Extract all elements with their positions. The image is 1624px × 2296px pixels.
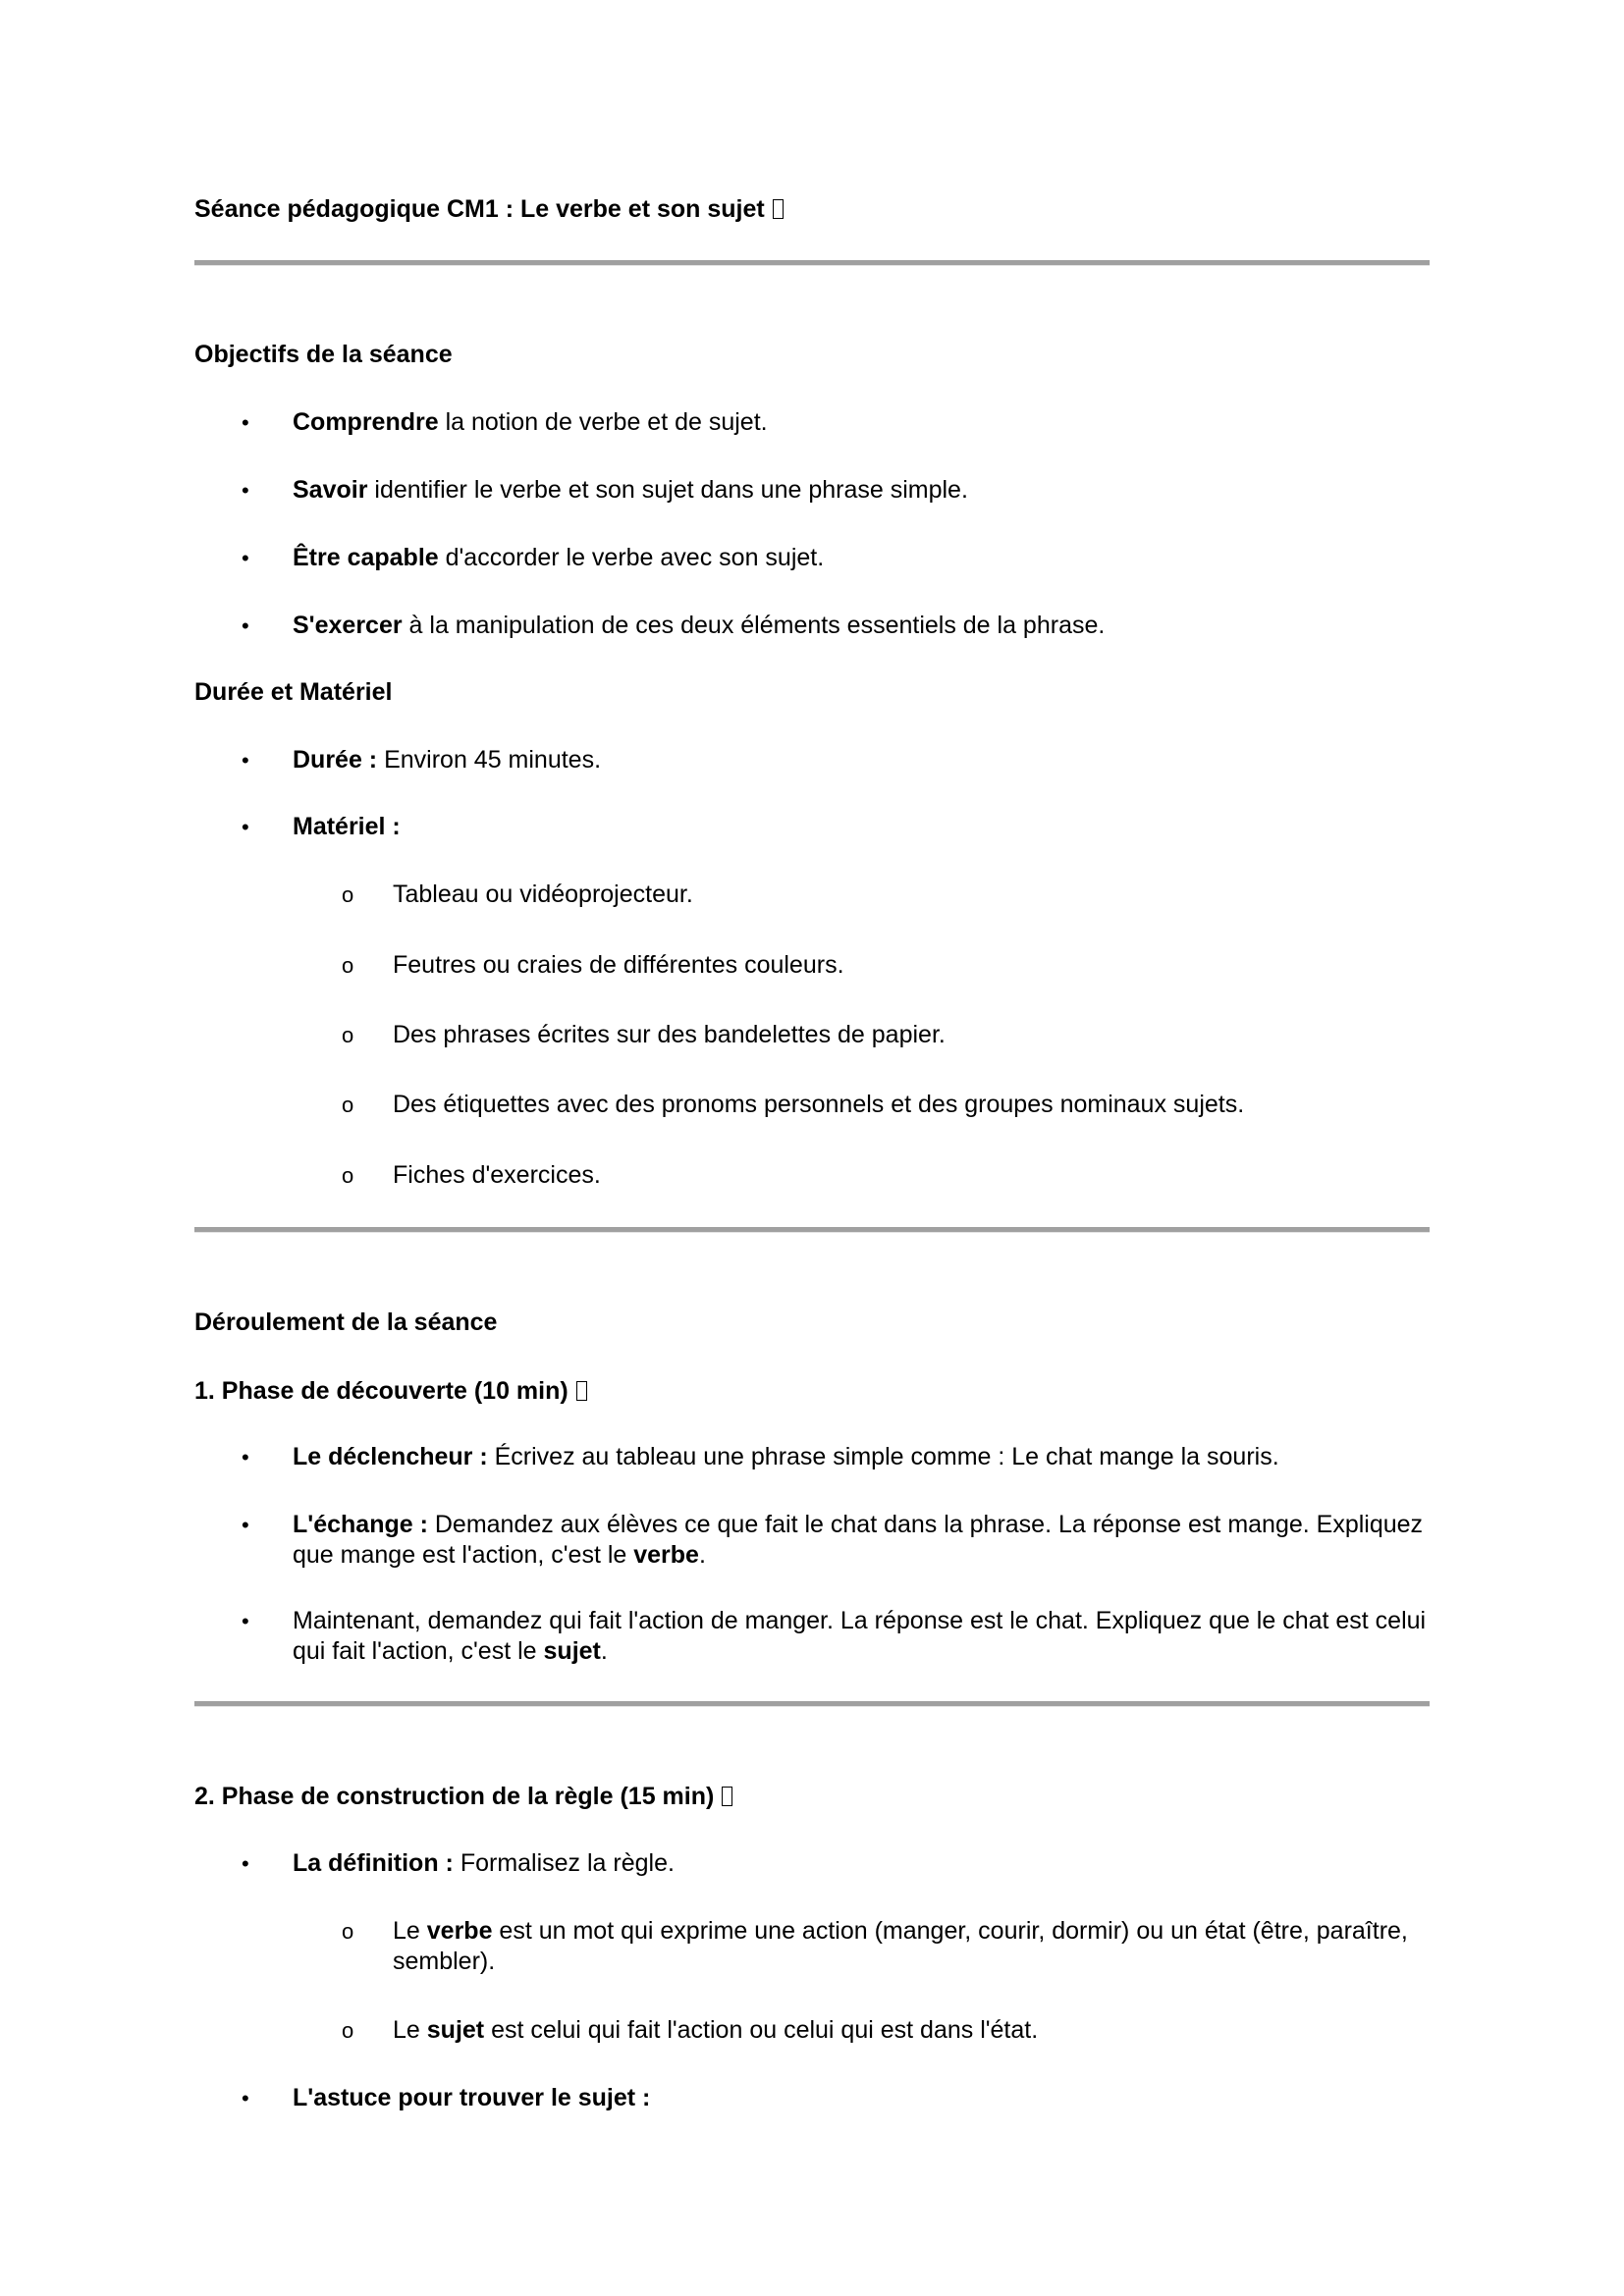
bullet-icon: • [242, 410, 249, 435]
sub-bullet-icon: o [342, 1919, 354, 1944]
sub-bullet-icon: o [342, 953, 354, 978]
section-heading-deroulement: Déroulement de la séance [194, 1308, 498, 1336]
sub-bullet-icon: o [342, 1023, 354, 1047]
missing-glyph-icon [576, 1381, 587, 1401]
sub-bullet-icon: o [342, 882, 354, 907]
divider [194, 1701, 1430, 1707]
divider [194, 1227, 1430, 1233]
bullet-icon: • [242, 1609, 249, 1633]
phase1-heading: 1. Phase de découverte (10 min) [194, 1376, 587, 1407]
bullet-icon: • [242, 1445, 249, 1469]
missing-glyph-icon [722, 1787, 732, 1806]
bullet-icon: • [242, 1851, 249, 1876]
page-title-text: Séance pédagogique CM1 : Le verbe et son sujet [194, 195, 765, 223]
bullet-icon: • [242, 2086, 249, 2110]
page-title [194, 194, 784, 225]
section-heading-objectifs: Objectifs de la séance [194, 341, 453, 368]
phase2-heading: 2. Phase de construction de la règle (15 min) [194, 1782, 732, 1812]
bullet-icon: • [242, 478, 249, 503]
bullet-icon: • [242, 748, 249, 773]
bullet-icon: • [242, 815, 249, 839]
section-heading-duree-materiel: Durée et Matériel [194, 678, 393, 706]
divider [194, 260, 1430, 266]
bullet-icon: • [242, 546, 249, 570]
bullet-icon: • [242, 614, 249, 638]
sub-bullet-icon: o [342, 2018, 354, 2043]
sub-bullet-icon: o [342, 1163, 354, 1188]
missing-glyph-icon [773, 199, 784, 219]
sub-bullet-icon: o [342, 1093, 354, 1117]
bullet-icon: • [242, 1513, 249, 1537]
